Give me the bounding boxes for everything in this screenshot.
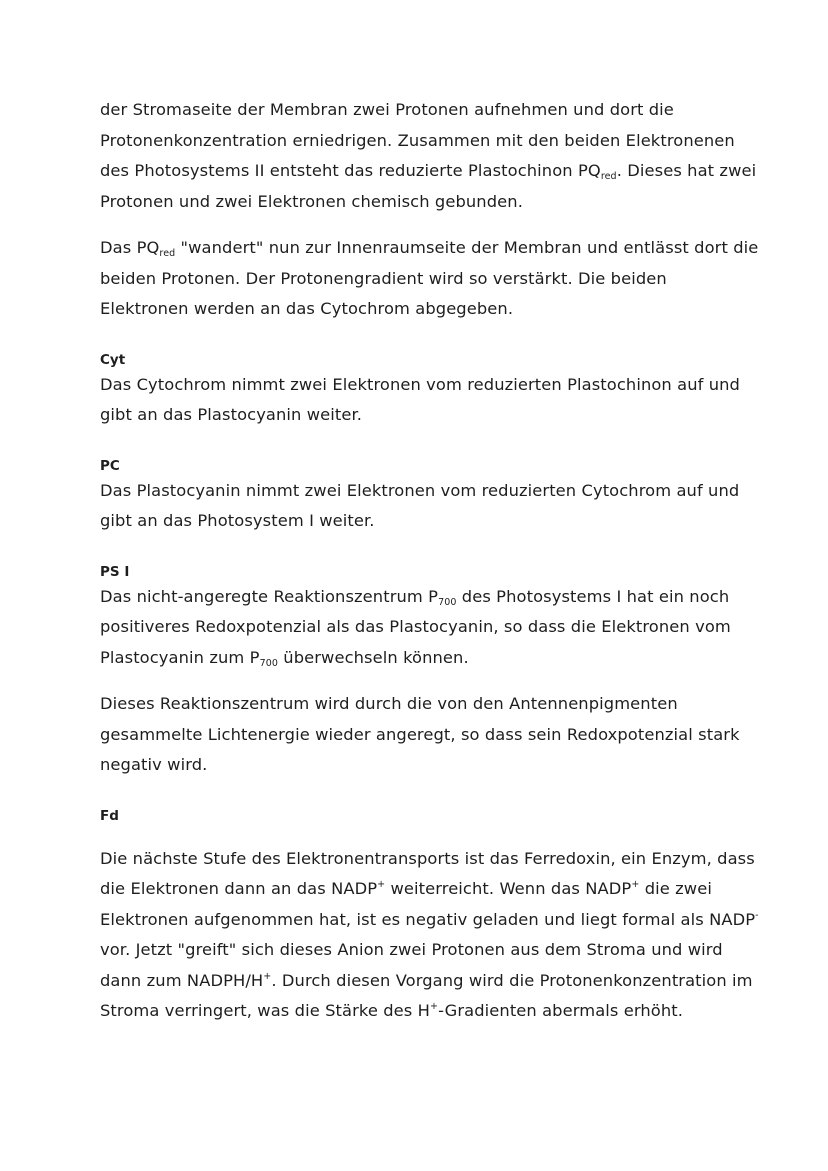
paragraph-plastochinon-reduction [100,95,760,217]
text-segment: -Gradienten abermals erhöht. [438,1001,684,1020]
superscript-plus: + [631,879,640,890]
heading-cyt: Cyt [100,351,126,368]
text-segment: überwechseln können. [278,647,469,667]
paragraph-fd [100,844,760,1027]
text-segment: weiterreicht. Wenn das NADP [385,879,632,898]
subscript-red: red [159,248,176,259]
subscript-700: 700 [438,596,457,608]
paragraph-ps-i-reaction-center [100,582,760,674]
text-segment: . Dieses hat zwei Protonen und zwei Elektronen chemisch gebunden. [100,161,757,211]
text-segment: der Stromaseite der Membran zwei Protonen aufnehmen und dort die Protonenkonzentration erniedrigen. Zusammen mit den beiden Elektronenen des Photosystems II entsteht das reduzierte Plastochinon PQ [100,100,735,180]
text-segment: . Durch diesen Vorgang wird die Protonenkonzentration im Stroma verringert, was die Stärke des H [100,970,753,1020]
heading-ps-i: PS I [100,563,130,580]
superscript-minus: - [755,909,759,921]
text-segment: vor. Jetzt "greift" sich dieses Anion zwei Protonen aus dem Stroma und wird dann zum NADPH/H [100,940,723,990]
superscript-plus: + [377,879,386,890]
paragraph-pc: Das Plastocyanin nimmt zwei Elektronen vom reduzierten Cytochrom auf und gibt an das Photosystem I weiter. [100,480,740,530]
text-segment: des Photosystems I hat ein noch positiveres Redoxpotenzial als das Plastocyanin, so dass die Elektronen vom Plastocyanin zum P [100,586,731,667]
text-segment: Das PQ [100,238,160,257]
text-segment: Die nächste Stufe des Elektronentransports ist das Ferredoxin, ein Enzym, dass die Elektronen dann an das NADP [100,848,755,898]
heading-pc: PC [100,457,120,474]
text-segment: die zwei Elektronen aufgenommen hat, ist es negativ geladen und liegt formal als NADP [100,879,756,929]
text-segment: Das nicht-angeregte Reaktionszentrum P [100,586,439,606]
superscript-plus: + [430,1001,439,1012]
paragraph-ps-i-excitation: Dieses Reaktionszentrum wird durch die von den Antennenpigmenten gesammelte Lichtenergie wieder angeregt, so dass sein Redoxpotenzial stark negativ wird. [100,694,740,774]
subscript-red: red [600,171,617,182]
superscript-plus: + [263,970,272,982]
document-page [100,95,760,1027]
paragraph-cyt: Das Cytochrom nimmt zwei Elektronen vom reduzierten Plastochinon auf und gibt an das Plastocyanin weiter. [100,374,740,424]
subscript-700: 700 [259,657,279,669]
paragraph-pqred-transport [100,233,760,325]
text-segment: "wandert" nun zur Innenraumseite der Membran und entlässt dort die beiden Protonen. Der Protonengradient wird so verstärkt. Die beiden Elektronen werden an das Cytochrom abgegeben. [100,238,759,318]
heading-fd: Fd [100,807,119,824]
